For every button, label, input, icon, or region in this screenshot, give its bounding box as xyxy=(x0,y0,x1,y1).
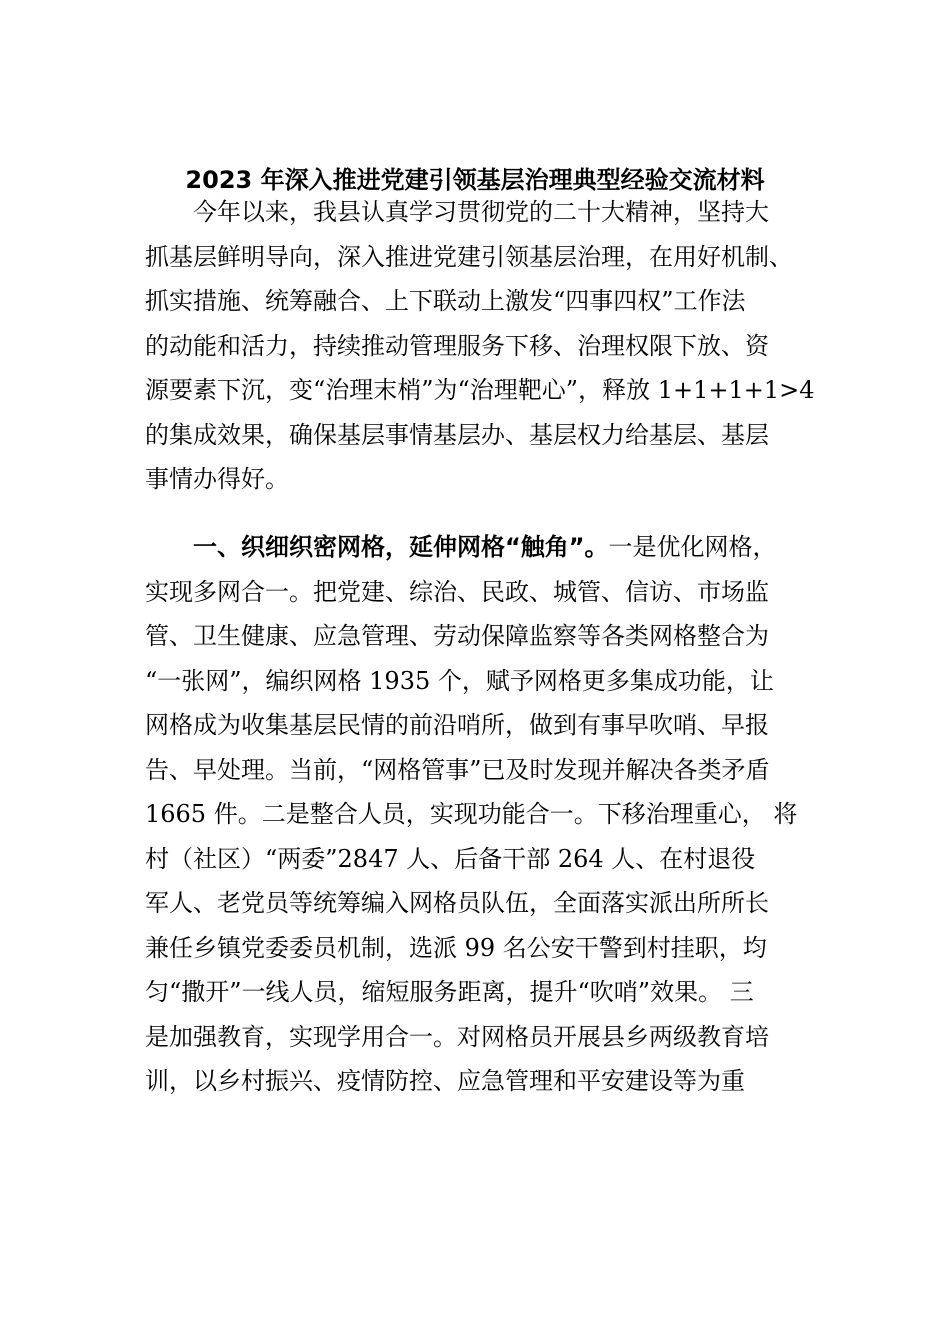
paragraph-line: 兼任乡镇党委委员机制，选派 99 名公安干警到村挂职，均 xyxy=(145,933,767,962)
paragraph-line: 训，以乡村振兴、疫情防控、应急管理和平安建设等为重 xyxy=(145,1067,745,1095)
paragraph-line: 实现多网合一。把党建、综治、民政、城管、信访、市场监 xyxy=(145,577,769,606)
paragraph-intro xyxy=(145,190,813,502)
paragraph-line: 事情办得好。 xyxy=(145,465,289,493)
paragraph-line: 军人、老党员等统筹编入网格员队伍，全面落实派出所所长 xyxy=(145,889,769,917)
section-heading: 一、织细织密网格，延伸网格“触角”。 xyxy=(193,533,609,561)
paragraph-line: 管、卫生健康、应急管理、劳动保障监察等各类网格整合为 xyxy=(145,622,769,650)
paragraph-line: 抓实措施、统筹融合、上下联动上激发“四事四权”工作法 xyxy=(145,287,746,315)
paragraph-line: 抓基层鲜明导向，深入推进党建引领基层治理，在用好机制、 xyxy=(145,242,793,271)
paragraph-line: 是加强教育，实现学用合一。对网格员开展县乡两级教育培 xyxy=(145,1022,769,1051)
section-heading-rest: 一是优化网格， xyxy=(608,533,777,561)
paragraph-line: 网格成为收集基层民情的前沿哨所，做到有事早吹哨、早报 xyxy=(145,711,769,739)
paragraph-line: 匀“撒开”一线人员，缩短服务距离，提升“吹哨”效果。 三 xyxy=(145,978,754,1006)
paragraph-line: 源要素下沉，变“治理末梢”为“治理靶心”，释放 1+1+1+1>4 xyxy=(145,376,815,404)
paragraph-line: 村（社区）“两委”2847 人、后备干部 264 人、在村退役 xyxy=(145,844,756,873)
paragraph-section-1 xyxy=(145,525,813,1104)
paragraph-line: 1665 件。二是整合人员，实现功能合一。下移治理重心， 将 xyxy=(145,800,798,828)
document-title: 2023 年深入推进党建引领基层治理典型经验交流材料 xyxy=(185,166,765,194)
paragraph-line: 的动能和活力，持续推动管理服务下移、治理权限下放、资 xyxy=(145,331,769,360)
paragraph-line: 的集成效果，确保基层事情基层办、基层权力给基层、基层 xyxy=(145,420,769,449)
paragraph-line: “一张网”，编织网格 1935 个，赋予网格更多集成功能，让 xyxy=(145,666,774,695)
paragraph-line: 告、早处理。当前，“网格管事”已及时发现并解决各类矛盾 xyxy=(145,755,770,784)
section-first-line xyxy=(145,525,813,570)
paragraph-line: 今年以来，我县认真学习贯彻党的二十大精神，坚持大 xyxy=(193,198,769,226)
